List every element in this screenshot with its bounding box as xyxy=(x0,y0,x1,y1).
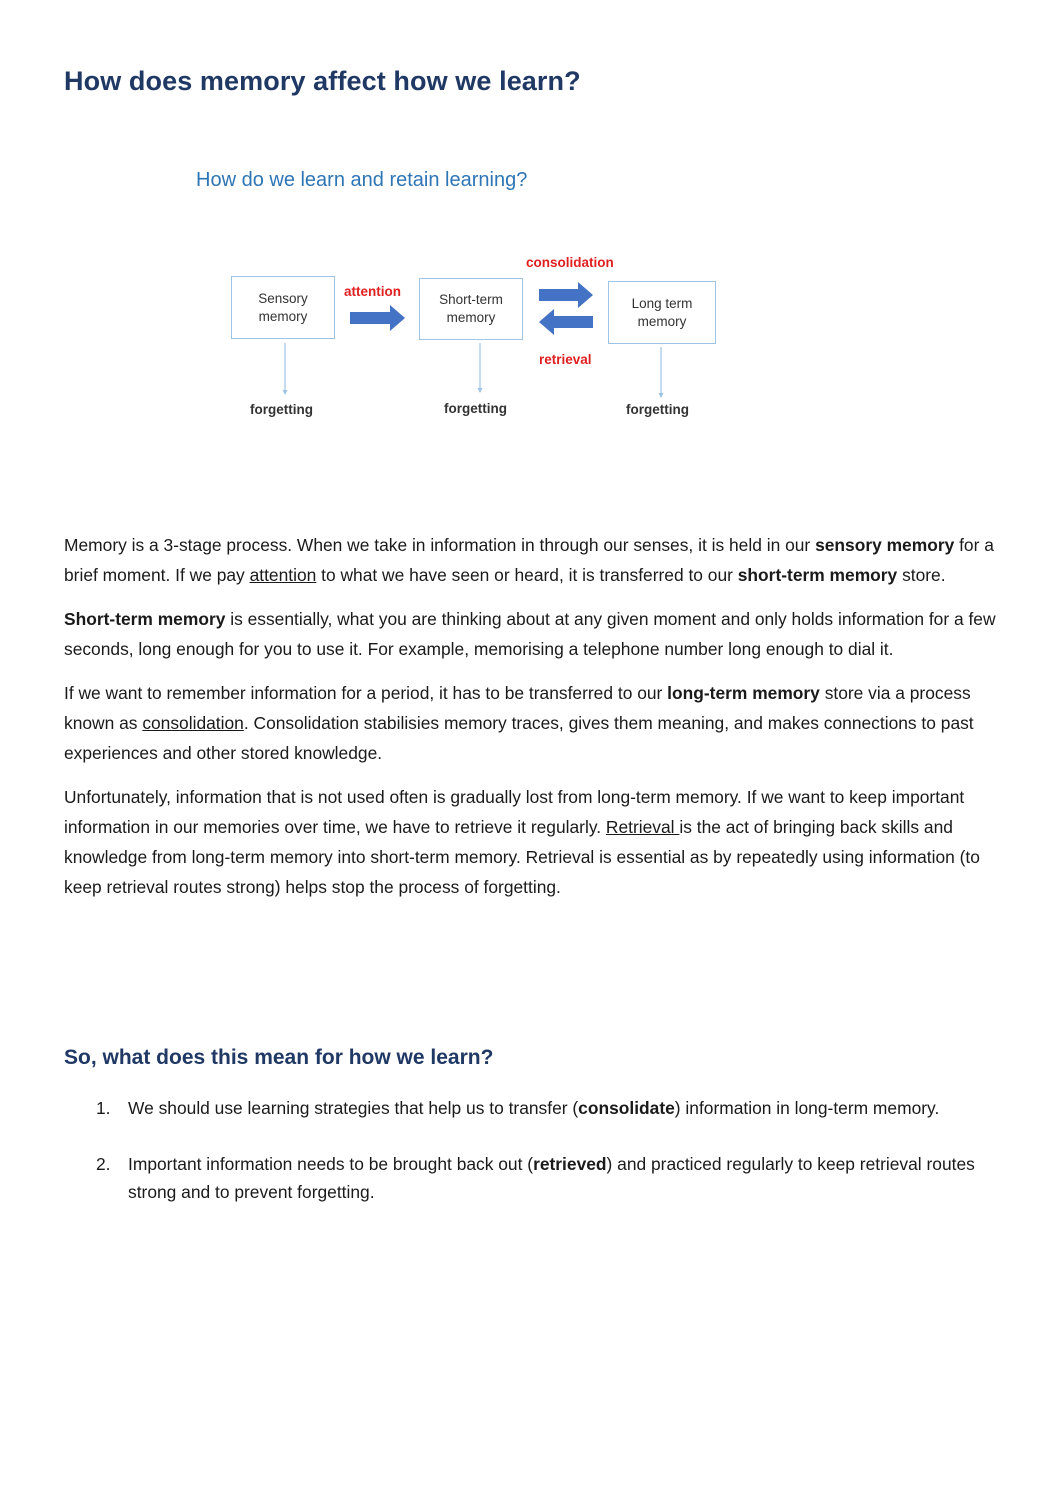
sensory-box-line2: memory xyxy=(258,308,308,324)
list-item-text-c: ) and practiced regularly to keep retrieval routes strong and to prevent forgetting. xyxy=(128,1154,975,1202)
retrieval-label: retrieval xyxy=(539,352,592,367)
diagram-title: How do we learn and retain learning? xyxy=(196,169,528,191)
list-item-bold: retrieved xyxy=(533,1154,607,1174)
long-term-box-line1: Long term xyxy=(631,295,693,311)
list-item xyxy=(96,1150,976,1206)
p1-text-c: for a brief moment. If we pay xyxy=(64,535,994,585)
attention-arrow-icon xyxy=(350,305,405,331)
forgetting-label-short: forgetting xyxy=(444,401,507,416)
memory-diagram xyxy=(0,0,1059,480)
p3-text-c: store via a process known as xyxy=(64,683,971,733)
attention-label: attention xyxy=(344,284,401,299)
list-item-text-a: We should use learning strategies that help us to transfer ( xyxy=(128,1098,579,1118)
paragraph-1 xyxy=(64,530,999,590)
paragraph-2 xyxy=(64,604,999,664)
paragraph-4 xyxy=(64,782,999,902)
sensory-memory-box xyxy=(231,276,335,339)
list-item-text-c: ) information in long-term memory. xyxy=(674,1098,940,1118)
short-term-memory-box xyxy=(419,278,523,340)
p1-text-e: to what we have seen or heard, it is transferred to our xyxy=(316,565,738,585)
p2-text-b: is essentially, what you are thinking about at any given moment and only holds information for a few seconds, long enough for you to use it. For example, memorising a telephone number long enough to dial it. xyxy=(64,609,996,659)
p4-text-a: Unfortunately, information that is not used often is gradually lost from long-term memory. If we want to keep important information in our memories over time, we have to retrieve it regularly. xyxy=(64,787,965,837)
p1-text-g: store. xyxy=(897,565,946,585)
forgetting-label-sensory: forgetting xyxy=(250,402,313,417)
p4-underline-retrieval: Retrieval xyxy=(605,817,680,837)
p3-bold-long-term-memory: long-term memory xyxy=(667,683,820,703)
list-item xyxy=(96,1094,976,1122)
p1-text-a: Memory is a 3-stage process. When we take in information in through our senses, it is held in our xyxy=(64,535,816,555)
p4-text-c: is the act of bringing back skills and knowledge from long-term memory into short-term memory. Retrieval is essential as by repeatedly using information (to keep retrieval routes strong) helps stop the process of forgetting. xyxy=(64,817,980,897)
body-text xyxy=(64,530,999,916)
long-term-box-line2: memory xyxy=(637,313,687,329)
learning-list xyxy=(96,1094,976,1234)
diagram-arrows xyxy=(0,0,1059,480)
forgetting-arrowhead-short xyxy=(478,388,483,393)
short-term-box-line2: memory xyxy=(446,310,496,325)
page-title: How does memory affect how we learn? xyxy=(64,66,581,96)
forgetting-arrowhead-long xyxy=(659,393,664,398)
short-term-box-line1: Short-term xyxy=(439,292,503,307)
consolidation-arrow-icon xyxy=(539,282,593,308)
consolidation-label: consolidation xyxy=(526,255,614,270)
p1-bold-short-term-memory: short-term memory xyxy=(737,565,898,585)
p3-text-a: If we want to remember information for a period, it has to be transferred to our xyxy=(64,683,668,703)
sensory-box-line1: Sensory xyxy=(258,290,308,306)
list-item-text-a: Important information needs to be brought back out ( xyxy=(128,1154,534,1174)
list-item-bold: consolidate xyxy=(578,1098,675,1118)
p3-text-e: . Consolidation stabilisies memory traces, gives them meaning, and makes connections to past experiences and other stored knowledge. xyxy=(64,713,974,763)
section-subheading: So, what does this mean for how we learn? xyxy=(64,1046,494,1069)
p1-bold-sensory-memory: sensory memory xyxy=(815,535,955,555)
list-item-number: 1. xyxy=(96,1098,111,1118)
p3-underline-consolidation: consolidation xyxy=(142,713,244,733)
p1-underline-attention: attention xyxy=(249,565,317,585)
p2-bold-short-term-memory: Short-term memory xyxy=(64,609,226,629)
forgetting-label-long: forgetting xyxy=(626,402,689,417)
list-item-number: 2. xyxy=(96,1154,111,1174)
paragraph-3 xyxy=(64,678,999,768)
retrieval-arrow-icon xyxy=(539,309,593,335)
long-term-memory-box xyxy=(608,281,716,344)
forgetting-arrowhead-sensory xyxy=(283,390,288,395)
